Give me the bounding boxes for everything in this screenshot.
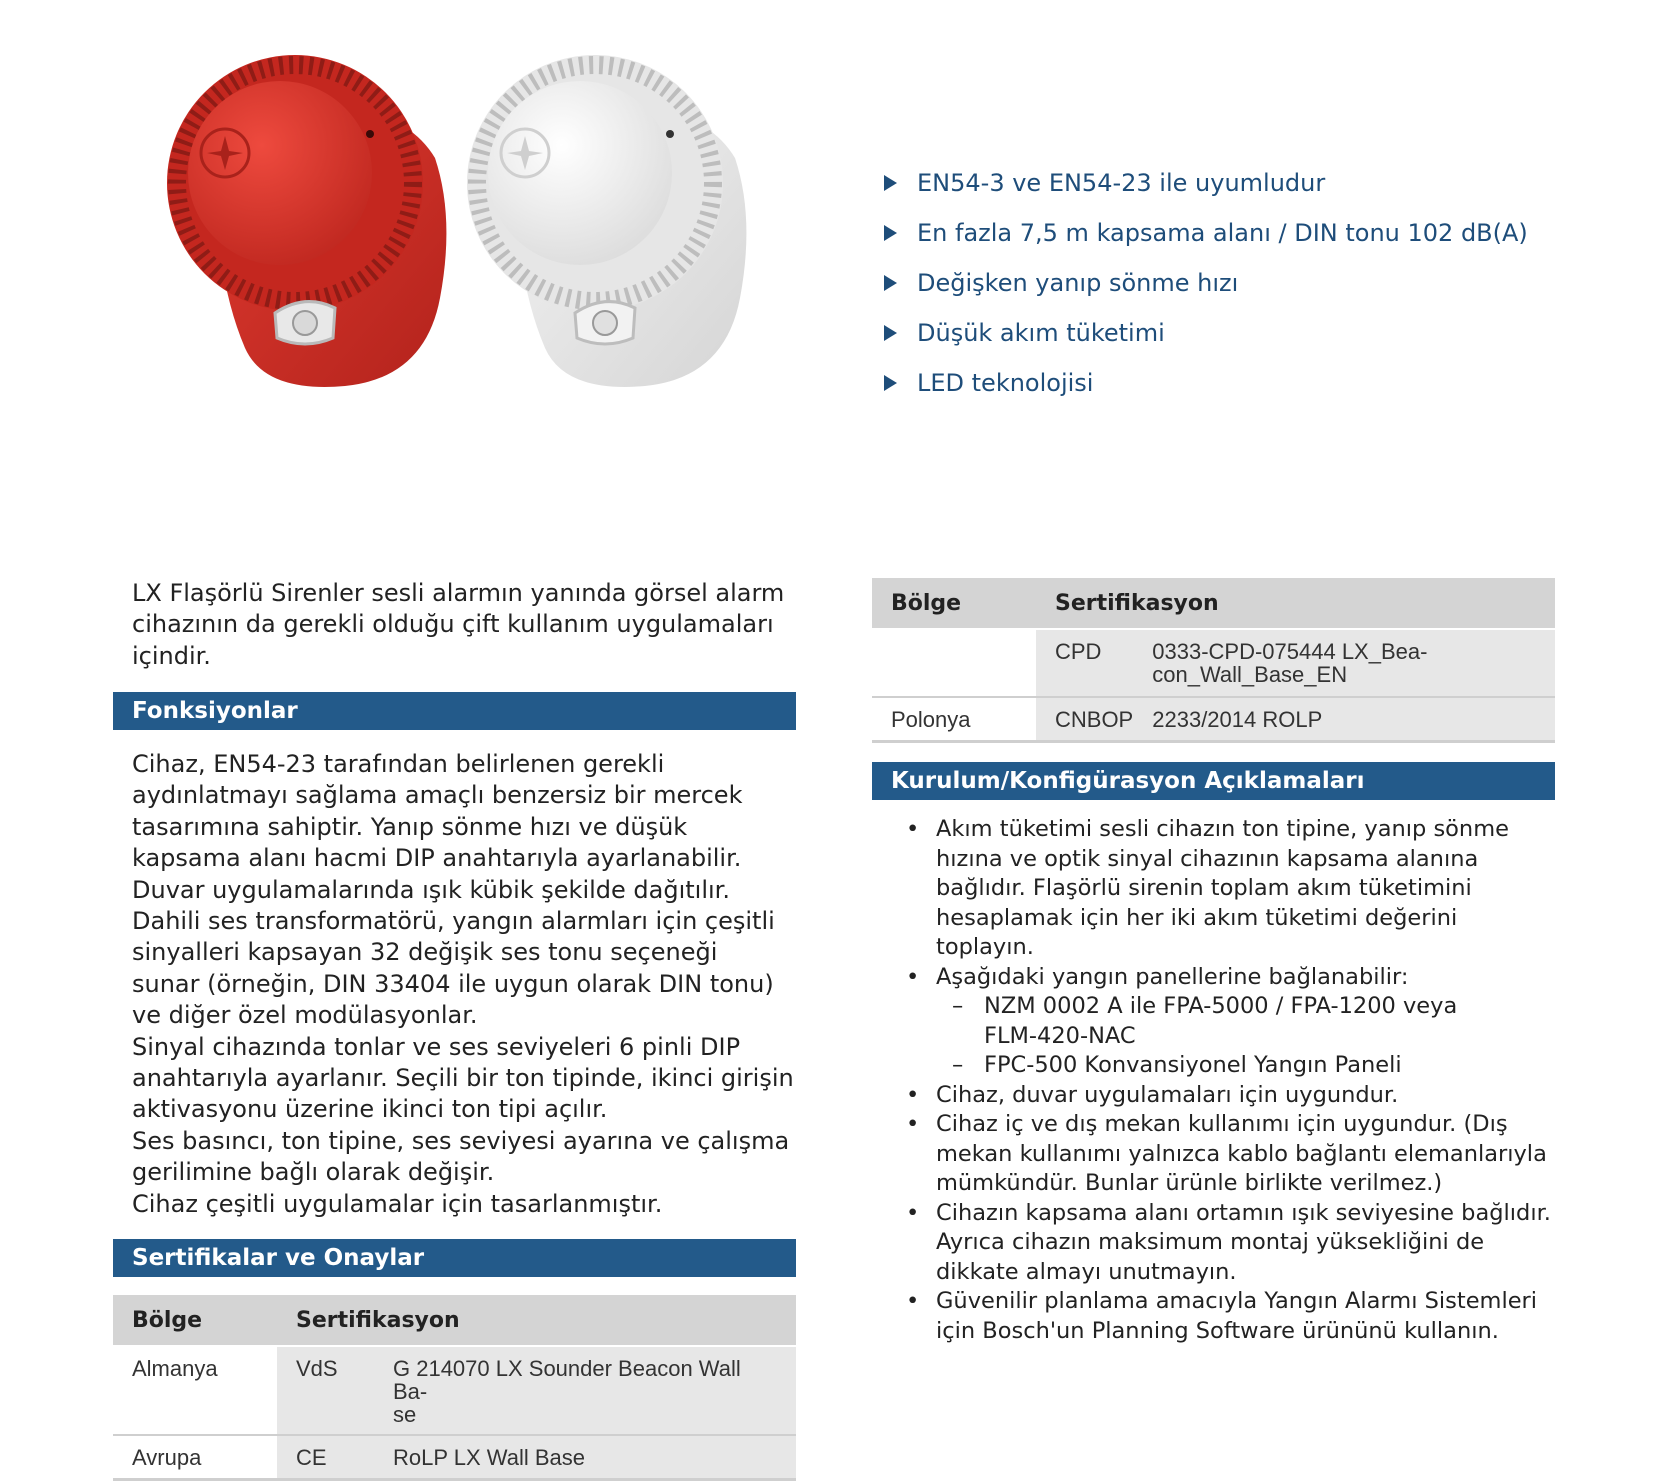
cell-cert-type: CNBOP bbox=[1036, 697, 1152, 741]
cell-region: Polonya bbox=[872, 697, 1036, 741]
red-sounder-beacon-image bbox=[155, 48, 465, 408]
cell-cert-text: 0333-CPD-075444 LX_Bea- con_Wall_Base_EN bbox=[1152, 629, 1555, 697]
certification-table-right bbox=[872, 578, 1555, 743]
white-sounder-beacon-image bbox=[445, 48, 765, 408]
cell-region bbox=[872, 629, 1036, 697]
bullet-icon: • bbox=[906, 1199, 920, 1226]
feature-item: EN54-3 ve EN54-23 ile uyumludur bbox=[884, 158, 1624, 208]
bullet-icon: • bbox=[906, 1111, 920, 1137]
installation-notes-list bbox=[888, 815, 1628, 1346]
list-item: • Akım tüketimi sesli cihazın ton tipine, yanıp sönme hızına ve optik sinyal cihazının kapsama alanına bağlıdır. Flaşörlü sirenin toplam akım tüketimini hesaplamak için her iki akım tüketimi değerini toplayın. bbox=[906, 816, 1509, 960]
cell-cert-text: 2233/2014 ROLP bbox=[1152, 697, 1555, 741]
cell-cert-type: CE bbox=[277, 1435, 393, 1479]
triangle-bullet-icon bbox=[884, 375, 897, 391]
cell-cert-text: G 214070 LX Sounder Beacon Wall Ba- se bbox=[393, 1346, 796, 1435]
intro-paragraph: LX Flaşörlü Sirenler sesli alarmın yanında görsel alarm cihazının da gerekli olduğu çift kullanım uygulamaları içindir. bbox=[132, 579, 785, 670]
bullet-icon: • bbox=[906, 1081, 920, 1108]
table-row bbox=[872, 629, 1555, 697]
bullet-icon: • bbox=[906, 1288, 920, 1314]
bullet-icon: • bbox=[906, 816, 920, 842]
cell-cert-type: CPD bbox=[1036, 629, 1152, 697]
table-header-row bbox=[113, 1295, 796, 1346]
column-header-certification: Sertifikasyon bbox=[1036, 578, 1555, 629]
dash-icon: – bbox=[952, 1052, 964, 1078]
functions-heading: Fonksiyonlar bbox=[113, 692, 796, 730]
list-item: • Cihaz, duvar uygulamaları için uygundur. bbox=[888, 1081, 1628, 1111]
column-header-region: Bölge bbox=[872, 578, 1036, 629]
feature-item: LED teknolojisi bbox=[884, 358, 1624, 408]
cell-cert-text: RoLP LX Wall Base bbox=[393, 1435, 796, 1479]
column-header-region: Bölge bbox=[113, 1295, 277, 1346]
list-item: • Cihazın kapsama alanı ortamın ışık seviyesine bağlıdır. Ayrıca cihazın maksimum montaj yüksekliğini de dikkate almayı unutmayın. bbox=[906, 1199, 1551, 1285]
cell-region: Almanya bbox=[113, 1346, 277, 1435]
table-row bbox=[113, 1435, 796, 1479]
sub-list-item: – NZM 0002 A ile FPA-5000 / FPA-1200 veya FLM-420-NAC bbox=[952, 993, 1458, 1049]
feature-item: En fazla 7,5 m kapsama alanı / DIN tonu 102 dB(A) bbox=[884, 208, 1624, 258]
installation-heading: Kurulum/Konfigürasyon Açıklamaları bbox=[872, 762, 1555, 800]
bullet-icon: • bbox=[906, 963, 920, 990]
list-item: • Cihaz iç ve dış mekan kullanımı için uygundur. (Dış mekan kullanımı yalnızca kablo bağlantı elemanlarıyla mümkündür. Bunlar ürünle birlikte verilmez.) bbox=[906, 1111, 1547, 1196]
feature-list bbox=[884, 158, 1624, 408]
table-header-row bbox=[872, 578, 1555, 629]
feature-item: Düşük akım tüketimi bbox=[884, 308, 1624, 358]
triangle-bullet-icon bbox=[884, 175, 897, 191]
sub-list-item: – FPC-500 Konvansiyonel Yangın Paneli bbox=[936, 1051, 1628, 1081]
certifications-heading: Sertifikalar ve Onaylar bbox=[113, 1239, 796, 1277]
certification-table-left bbox=[113, 1295, 796, 1481]
table-row bbox=[872, 697, 1555, 741]
column-header-certification: Sertifikasyon bbox=[277, 1295, 796, 1346]
cell-cert-type: VdS bbox=[277, 1346, 393, 1435]
triangle-bullet-icon bbox=[884, 325, 897, 341]
list-item: • Güvenilir planlama amacıyla Yangın Alarmı Sistemleri için Bosch'un Planning Software ürününü kullanın. bbox=[906, 1288, 1538, 1344]
cell-region: Avrupa bbox=[113, 1435, 277, 1479]
table-row bbox=[113, 1346, 796, 1435]
sub-list bbox=[936, 992, 1628, 1081]
functions-paragraph: Cihaz, EN54-23 tarafından belirlenen gerekli aydınlatmayı sağlama amaçlı benzersiz bir mercek tasarımına sahiptir. Yanıp sönme hızı ve düşük kapsama alanı hacmi DIP anahtarıyla ayarlanabilir. Duvar uygulamalarında ışık kübik şekilde dağıtılır. Dahili ses transformatörü, yangın alarmları için çeşitli sinyalleri kapsayan 32 değişik ses tonu seçeneği sunar (örneğin, DIN 33404 ile uygun olarak DIN tonu) ve diğer özel modülasyonlar. Sinyal cihazında tonlar ve ses seviyeleri 6 pinli DIP anahtarıyla ayarlanır. Seçili bir ton tipinde, ikinci girişin aktivasyonu üzerine ikinci ton tipi açılır. Ses basıncı, ton tipine, ses seviyesi ayarına ve çalışma gerilimine bağlı olarak değişir. Cihaz çeşitli uygulamalar için tasarlanmıştır. bbox=[132, 750, 794, 1218]
triangle-bullet-icon bbox=[884, 275, 897, 291]
feature-item: Değişken yanıp sönme hızı bbox=[884, 258, 1624, 308]
triangle-bullet-icon bbox=[884, 225, 897, 241]
list-item: • Aşağıdaki yangın panellerine bağlanabilir: – NZM 0002 A ile FPA-5000 / FPA-1200 veya FLM-420-NAC – FPC-500 Konvansiyonel Yangın Paneli bbox=[888, 963, 1628, 1081]
dash-icon: – bbox=[952, 993, 964, 1019]
